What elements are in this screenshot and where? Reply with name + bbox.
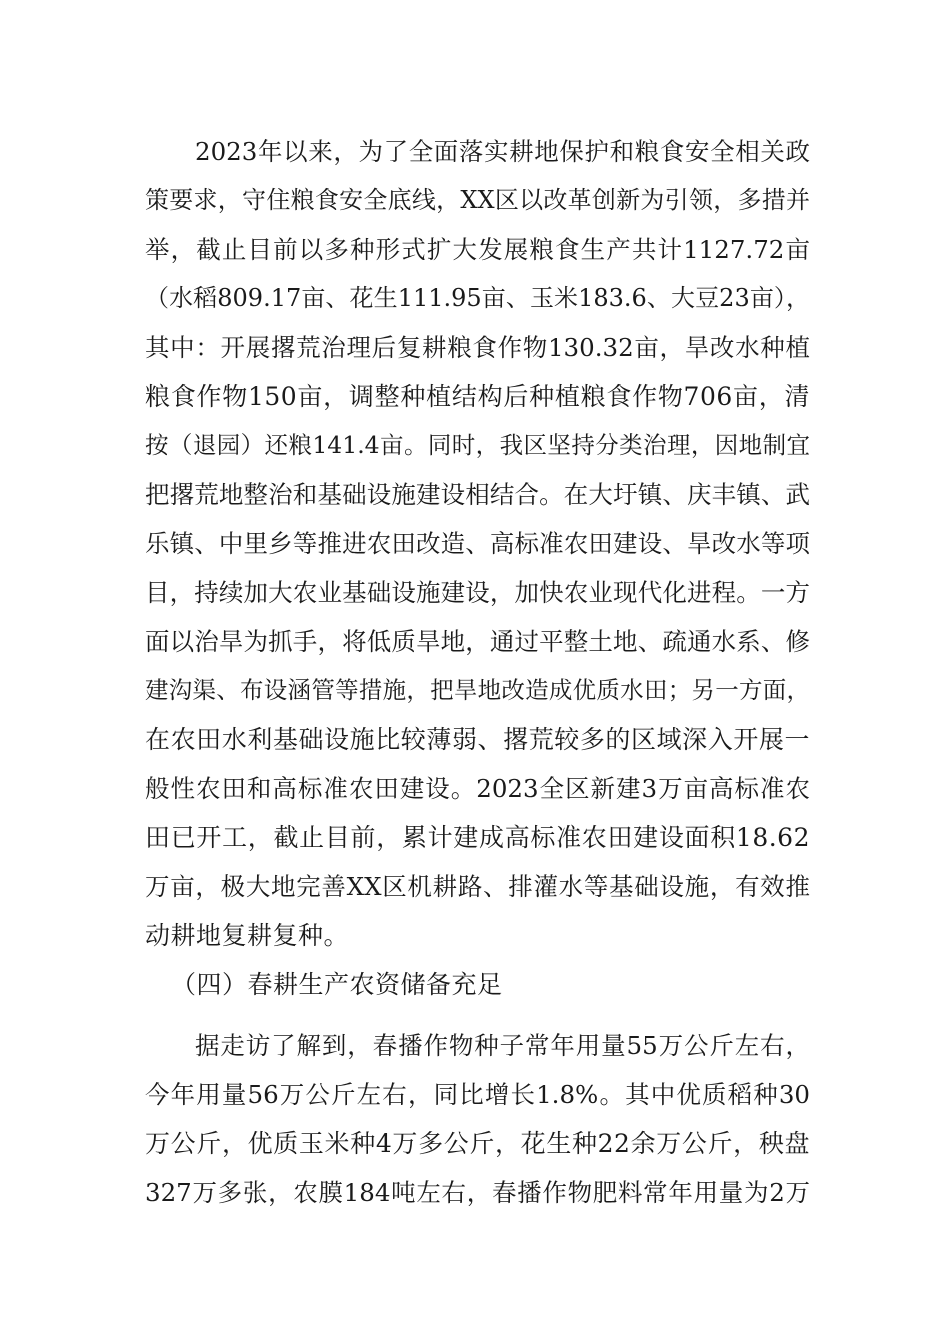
paragraph-line: 田已开工，截止目前，累计建成高标准农田建设面积18.62 xyxy=(145,823,810,852)
paragraph-line: 目，持续加大农业基础设施建设，加快农业现代化进程。一方 xyxy=(145,578,810,607)
paragraph-line: 动耕地复耕复种。 xyxy=(145,921,350,950)
paragraph-line: 万公斤，优质玉米种4万多公斤，花生种22余万公斤，秧盘 xyxy=(145,1129,810,1158)
paragraph-line: 2023年以来，为了全面落实耕地保护和粮食安全相关政 xyxy=(195,137,810,166)
paragraph-line: 把撂荒地整治和基础设施建设相结合。在大圩镇、庆丰镇、武 xyxy=(145,480,810,509)
paragraph-line: 粮食作物150亩，调整种植结构后种植粮食作物706亩，清 xyxy=(145,382,810,411)
paragraph-line: （水稻809.17亩、花生111.95亩、玉米183.6、大豆23亩）， xyxy=(145,284,810,312)
section-heading xyxy=(145,960,810,1009)
section-heading-text: （四）春耕生产农资储备充足 xyxy=(171,970,503,999)
paragraph-spring-supplies xyxy=(145,1021,810,1217)
paragraph-line: 在农田水利基础设施比较薄弱、撂荒较多的区域深入开展一 xyxy=(145,725,810,754)
paragraph-line: 其中：开展撂荒治理后复耕粮食作物130.32亩，旱改水种植 xyxy=(145,333,810,362)
paragraph-line: 327万多张，农膜184吨左右，春播作物肥料常年用量为2万 xyxy=(145,1178,810,1207)
paragraph-farmland-protection xyxy=(145,127,810,960)
paragraph-line: 据走访了解到，春播作物种子常年用量55万公斤左右， xyxy=(195,1031,810,1060)
paragraph-line: 今年用量56万公斤左右，同比增长1.8%。其中优质稻种30 xyxy=(145,1080,810,1109)
paragraph-line: 策要求，守住粮食安全底线，XX区以改革创新为引领，多措并 xyxy=(145,186,810,214)
paragraph-line: 乐镇、中里乡等推进农田改造、高标准农田建设、旱改水等项 xyxy=(145,529,810,558)
paragraph-line: 般性农田和高标准农田建设。2023全区新建3万亩高标准农 xyxy=(145,774,810,803)
paragraph-line: 举，截止目前以多种形式扩大发展粮食生产共计1127.72亩 xyxy=(145,235,810,264)
paragraph-line: 建沟渠、布设涵管等措施，把旱地改造成优质水田；另一方面， xyxy=(145,676,810,704)
paragraph-line: 面以治旱为抓手，将低质旱地，通过平整土地、疏通水系、修 xyxy=(145,627,810,656)
paragraph-line: 按（退园）还粮141.4亩。同时，我区坚持分类治理，因地制宜 xyxy=(145,431,810,459)
paragraph-line: 万亩，极大地完善XX区机耕路、排灌水等基础设施，有效推 xyxy=(145,872,810,901)
